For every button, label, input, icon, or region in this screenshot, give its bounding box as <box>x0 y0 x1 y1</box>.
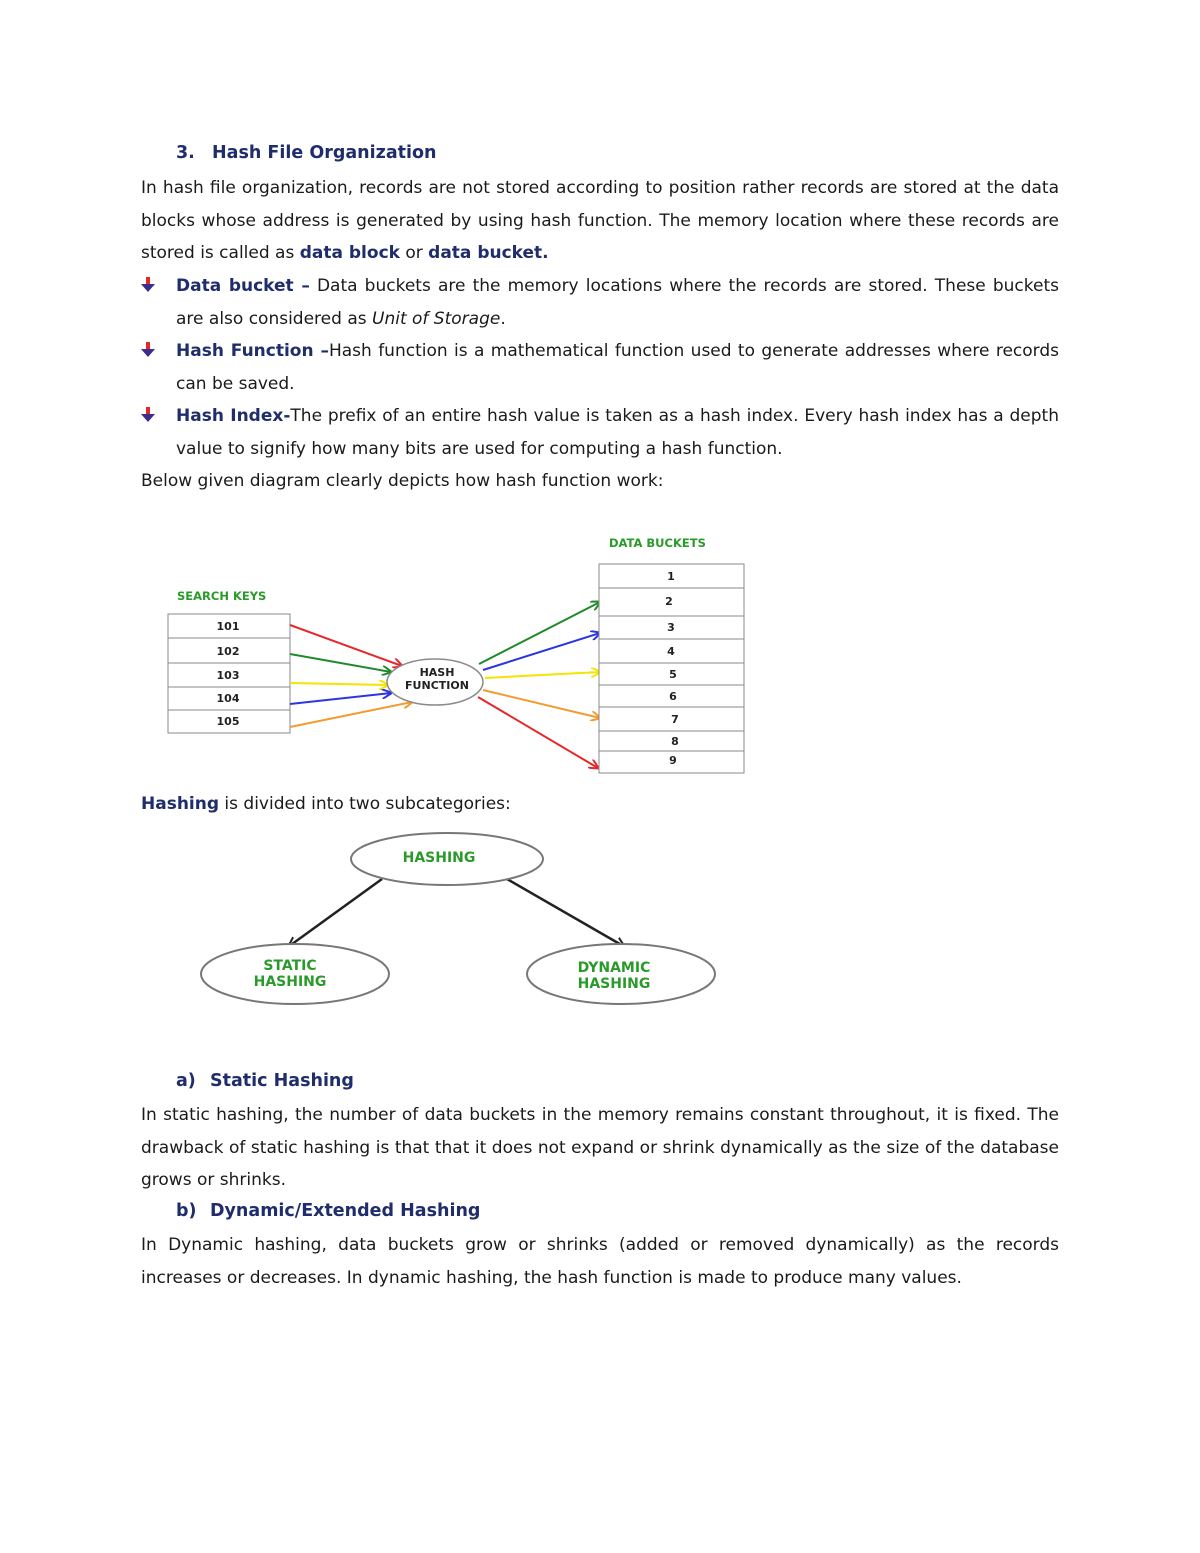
arrow-to-bucket-3 <box>483 633 600 670</box>
hashing-intro-text: is divided into two subcategories: <box>219 794 511 814</box>
search-key-value: 105 <box>216 715 240 728</box>
dynamic-title: Dynamic/Extended Hashing <box>210 1201 481 1221</box>
dynamic-hashing-label: DYNAMIC <box>577 960 651 976</box>
tree-edge-static <box>288 879 382 947</box>
bullet-tail: . <box>500 308 506 329</box>
dynamic-hashing-label: HASHING <box>577 976 651 992</box>
term-data-block: data block <box>299 243 400 264</box>
arrow-to-bucket-9 <box>478 697 598 768</box>
search-key-value: 104 <box>216 692 240 705</box>
bucket-number: 9 <box>669 754 677 767</box>
bullet-italic: Unit of Storage <box>372 308 501 329</box>
bullet-text: Hash function is a mathematical function used to generate addresses where records can be saved. <box>176 341 1059 394</box>
static-hashing-label: HASHING <box>253 974 327 990</box>
hashing-intro <box>141 788 1059 821</box>
bullet-text: The prefix of an entire hash value is taken as a hash index. Every hash index has a depth value to signify how many bits are used for computing a hash function. <box>176 406 1059 459</box>
hashing-root-label: HASHING <box>402 850 476 866</box>
section-title: Hash File Organization <box>212 143 437 163</box>
bullet-text: Data buckets are the memory locations where the records are stored. These buckets are also considered as <box>176 276 1059 329</box>
arrow-key-103 <box>290 683 388 685</box>
bullet-term: Data bucket – <box>176 276 310 296</box>
hash-function-label: HASH <box>419 666 455 679</box>
section-number: 3. <box>176 143 195 163</box>
hash-function-label: FUNCTION <box>405 679 469 692</box>
search-keys-label: SEARCH KEYS <box>177 589 267 603</box>
bucket-number: 6 <box>669 690 677 703</box>
tree-edge-dynamic <box>507 879 625 947</box>
dynamic-hashing-heading <box>176 1201 480 1221</box>
static-hashing-heading <box>176 1071 354 1091</box>
bucket-number: 1 <box>667 570 675 583</box>
static-hashing-text: In static hashing, the number of data buckets in the memory remains constant throughout, it is fixed. The drawback of static hashing is that that it does not expand or shrink dynamically as the size of the database grows or shrinks. <box>141 1105 1059 1191</box>
bucket-number: 3 <box>667 621 675 634</box>
bucket-number: 7 <box>671 713 679 726</box>
data-buckets-label: DATA BUCKETS <box>609 536 706 550</box>
arrow-key-104 <box>290 693 391 704</box>
bucket-number: 4 <box>667 645 675 658</box>
arrow-to-bucket-5 <box>485 672 600 678</box>
bullet-term: Hash Function – <box>176 341 329 361</box>
static-label: a) <box>176 1071 196 1091</box>
bucket-number: 5 <box>669 668 677 681</box>
search-keys-table <box>168 614 290 733</box>
dynamic-hashing-text: In Dynamic hashing, data buckets grow or shrinks (added or removed dynamically) as the records increases or decreases. In dynamic hashing, the hash function is made to produce many values. <box>141 1235 1059 1288</box>
intro-mid: or <box>399 243 429 264</box>
diagram-intro: Below given diagram clearly depicts how hash function work: <box>141 471 664 491</box>
arrow-to-bucket-7 <box>483 690 600 718</box>
term-data-bucket: data bucket. <box>428 243 549 264</box>
search-key-value: 101 <box>216 620 240 633</box>
intro-text: In hash file organization, records are not stored according to position rather records are stored at the data blocks whose address is generated by using hash function. The memory location where these records are stored is called as <box>141 178 1059 264</box>
arrow-key-105 <box>290 702 412 727</box>
dynamic-label: b) <box>176 1201 197 1221</box>
bucket-number: 2 <box>665 595 673 608</box>
static-hashing-label: STATIC <box>263 958 317 974</box>
term-hashing: Hashing <box>141 794 220 814</box>
static-title: Static Hashing <box>210 1071 354 1091</box>
arrow-to-bucket-2 <box>479 602 600 664</box>
bullet-term: Hash Index- <box>176 406 291 426</box>
search-key-value: 103 <box>216 669 240 682</box>
bucket-number: 8 <box>671 735 679 748</box>
search-key-value: 102 <box>216 645 240 658</box>
data-buckets-table <box>599 564 744 773</box>
arrow-key-101 <box>290 625 402 666</box>
